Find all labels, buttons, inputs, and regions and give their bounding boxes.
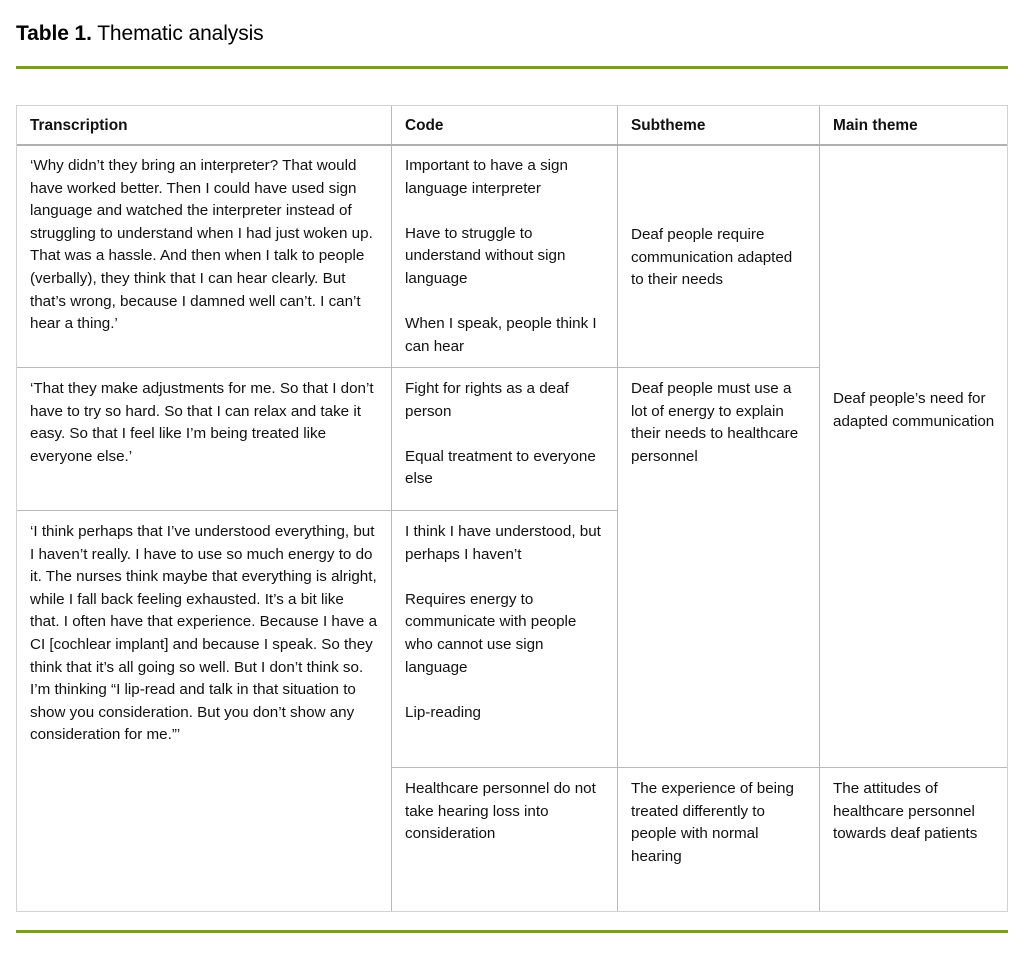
- table-caption-label: Table 1.: [16, 22, 92, 45]
- code-text-2b: Equal treatment to everyone else: [405, 447, 596, 488]
- column-header-maintheme: Main theme: [833, 117, 918, 134]
- table-cell-transcription-2: [17, 368, 391, 478]
- table-cell-subtheme-2: [618, 368, 819, 478]
- table-cell-transcription-3: [17, 511, 391, 757]
- thematic-analysis-table: [16, 105, 1008, 912]
- table-caption-title: Thematic analysis: [97, 22, 264, 45]
- column-header-subtheme: Subtheme: [631, 117, 706, 134]
- table-cell-code-4: [392, 768, 617, 856]
- table-cell-transcription-1: [17, 145, 391, 346]
- subtheme-text-2: Deaf people must use a lot of energy to explain their needs to healthcare personnel: [631, 380, 799, 465]
- code-text-3b: Requires energy to communicate with people who cannot use sign language: [405, 590, 577, 676]
- code-text-1c: When I speak, people think I can hear: [405, 315, 597, 355]
- table-cell-maintheme-2: [820, 768, 1009, 856]
- transcription-text-3: ‘I think perhaps that I’ve understood everything, but I haven’t really. I have to use so much energy to do it. The nurses think maybe that everything is alright, while I fall back feeling exhausted. It’s a bit like that. I often have that experience. Because I have a CI [cochlear implant] and because I speak. So they think that it’s all going so well. But I don’t think so. I’m thinking “I lip-read and talk in that situation to show you consideration. But you don’t show any consideration for me.”’: [30, 523, 378, 744]
- bottom-rule: [16, 930, 1008, 933]
- code-text-1a: Important to have a sign language interpreter: [405, 157, 568, 197]
- code-text-3a: I think I have understood, but perhaps I haven’t: [405, 523, 601, 563]
- table-caption: [16, 20, 264, 48]
- subtheme-text-3: The experience of being treated differently to people with normal hearing: [631, 780, 794, 865]
- column-header-transcription: Transcription: [30, 117, 128, 134]
- table-cell-maintheme-1: [820, 378, 1009, 443]
- table-cell-code-2: [392, 368, 617, 501]
- maintheme-text-1: Deaf people’s need for adapted communication: [833, 390, 995, 430]
- table-cell-code-3: [392, 511, 617, 734]
- code-text-4a: Healthcare personnel do not take hearing loss into consideration: [405, 780, 596, 843]
- transcription-text-2: ‘That they make adjustments for me. So that I don’t have to try so hard. So that I can relax and take it easy. So that I feel like I’m being treated like everyone else.’: [30, 380, 374, 465]
- subtheme-text-1: Deaf people require communication adapted to their needs: [631, 226, 793, 289]
- code-text-1b: Have to struggle to understand without sign language: [405, 224, 566, 287]
- code-text-2a: Fight for rights as a deaf person: [405, 380, 569, 420]
- top-rule: [16, 66, 1008, 69]
- table-cell-code-1: [392, 145, 617, 368]
- code-text-3c: Lip-reading: [405, 703, 481, 721]
- table-cell-subtheme-3: [618, 768, 819, 878]
- column-header-code: Code: [405, 117, 444, 134]
- transcription-text-1: ‘Why didn’t they bring an interpreter? That would have worked better. Then I could have used sign language and watched the interpreter instead of struggling to understand when I had just woken up. That was a hassle. And then when I talk to people (verbally), they think that I can hear clearly. But that’s wrong, because I damned well can’t. I can’t hear a thing.’: [30, 157, 373, 333]
- maintheme-text-2: The attitudes of healthcare personnel towards deaf patients: [833, 780, 978, 843]
- table-cell-subtheme-1: [618, 214, 819, 302]
